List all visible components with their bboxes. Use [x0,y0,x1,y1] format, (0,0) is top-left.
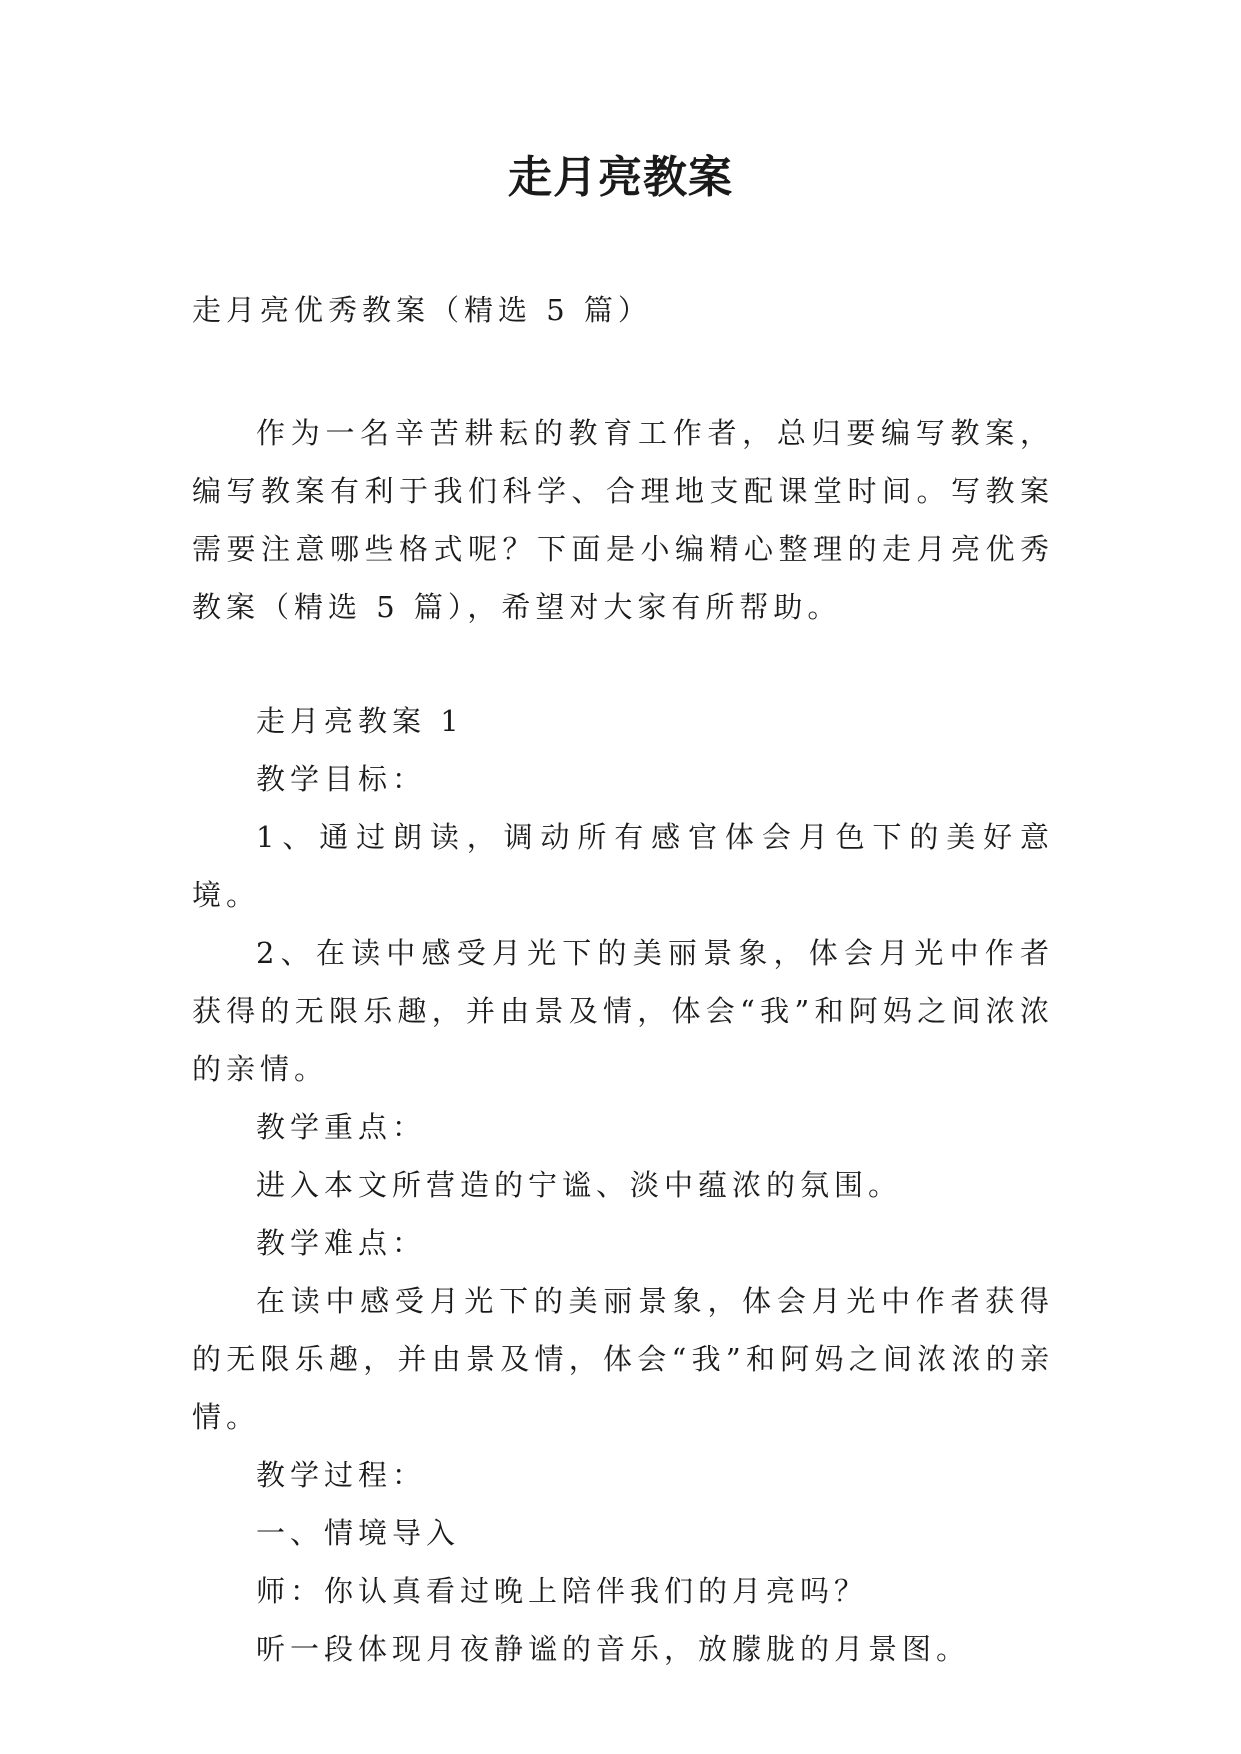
document-subtitle: 走月亮优秀教案（精选 5 篇） [192,293,652,327]
process-text: 听一段体现月夜静谧的音乐，放朦胧的月景图。 [256,1632,971,1666]
lesson-heading: 走月亮教案 1 [256,704,464,738]
process-text: 师：你认真看过晚上陪伴我们的月亮吗？ [256,1574,869,1608]
section-label-key-points: 教学重点： [256,1110,427,1144]
section-label-process: 教学过程： [256,1458,427,1492]
key-point-text: 进入本文所营造的宁谧、淡中蕴浓的氛围。 [256,1168,903,1202]
section-label-difficulties: 教学难点： [256,1226,427,1260]
intro-paragraph: 作为一名辛苦耕耘的教育工作者，总归要编写教案，编写教案有利于我们科学、合理地支配课堂时间。写教案需要注意哪些格式呢？下面是小编精心整理的走月亮优秀教案（精选 5 篇），希望对大家有所帮助。 [192,416,1054,624]
objective-item: 2、在读中感受月光下的美丽景象，体会月光中作者获得的无限乐趣，并由景及情，体会“我”和阿妈之间浓浓的亲情。 [192,936,1054,1086]
section-label-objectives: 教学目标： [256,762,427,796]
process-step-heading: 一、情境导入 [256,1516,461,1550]
objective-item: 1、通过朗读，调动所有感官体会月色下的美好意境。 [192,820,1054,912]
document-title: 走月亮教案 [508,152,733,203]
lesson-body [192,692,1054,1678]
difficulty-text: 在读中感受月光下的美丽景象，体会月光中作者获得的无限乐趣，并由景及情，体会“我”和阿妈之间浓浓的亲情。 [192,1284,1054,1434]
